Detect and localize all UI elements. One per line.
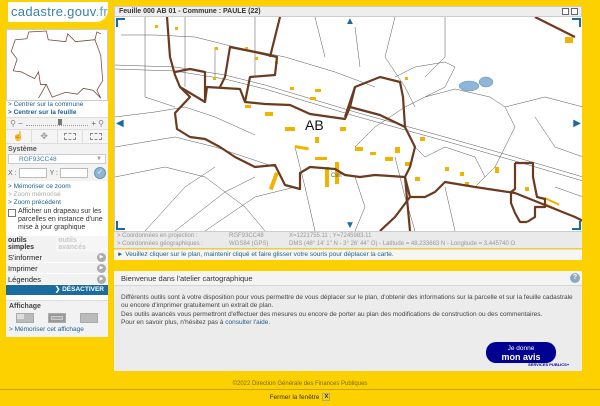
zoom-slider[interactable] [6, 117, 108, 129]
affichage-title: Affichage [9, 303, 41, 310]
jdma-line2: mon avis [501, 352, 541, 362]
help-icon[interactable]: ? [570, 273, 580, 283]
y-input[interactable] [60, 168, 88, 178]
proj-label: > Coordonnées en projection : [117, 233, 198, 239]
proj-system: RGF93CC48 [229, 233, 264, 239]
arrow-right-icon: ▶ [97, 275, 106, 284]
x-label: X : [8, 169, 17, 177]
geo-label: > Coordonnées géographiques : [117, 241, 203, 247]
map-corner-tl [116, 18, 125, 27]
welcome-panel [114, 271, 582, 371]
layout-medium-map-icon[interactable] [48, 313, 66, 323]
map-corner-br [572, 221, 581, 230]
zoom-track[interactable] [26, 121, 89, 126]
svg-text:Cim: Cim [331, 173, 342, 179]
logo-text: cadastre.gouv [11, 4, 96, 19]
welcome-line4: Pour en savoir plus, n'hésitez pas à [121, 318, 226, 326]
menu-label: Légendes [8, 274, 41, 284]
map-title: Feuille 000 AB 01 - Commune : PAULE (22) [119, 8, 261, 15]
menu-imprimer[interactable] [6, 263, 108, 274]
restore-window-icon[interactable] [562, 8, 569, 15]
cadastre-logo[interactable] [8, 2, 108, 22]
map-title-bar [114, 6, 582, 17]
pan-right-arrow-icon[interactable]: ▶ [573, 118, 581, 129]
map-tools [6, 129, 108, 144]
copyright: ©2022 Direction Générale des Finances Publiques [232, 381, 368, 387]
zoom-out-icon[interactable]: ⚲ [10, 118, 16, 128]
map-corner-tr [572, 18, 581, 27]
center-crosshair-icon[interactable]: ✥ [32, 130, 58, 143]
map-corner-bl [116, 221, 125, 230]
zoom-plus[interactable]: + [91, 119, 96, 128]
coordinates-panel [114, 231, 582, 248]
geo-system: WGS84 (GPS) [229, 241, 269, 247]
pan-left-arrow-icon[interactable]: ◀ [116, 118, 124, 129]
layout-full-map-icon[interactable] [80, 313, 98, 323]
drapeau-label: Afficher un drapeau sur les parcelles en instance d'une mise à jour graphique [18, 208, 103, 231]
map-drawing [115, 17, 582, 231]
services-publics-logo: SERVICES PUBLICS+ [528, 362, 570, 367]
close-window-label[interactable]: Fermer la fenêtre [269, 394, 320, 401]
pan-hint: ► Veuillez cliquer sur le plan, maintenir cliqué et faire glisser votre souris pour déplacer la carte. [114, 249, 582, 260]
pan-up-arrow-icon[interactable]: ▲ [345, 17, 355, 27]
layout-small-map-icon[interactable] [16, 313, 34, 323]
zoom-memorise-link[interactable]: > Zoom mémorisé [8, 191, 61, 198]
welcome-line2: ou encore d'imprimer gratuitement un extrait de plan. [121, 302, 274, 310]
memoriser-zoom-link[interactable]: > Mémoriser ce zoom [8, 183, 71, 190]
center-feuille-link[interactable]: > Centrer sur la feuille [8, 109, 77, 116]
tool-tabs [6, 236, 108, 252]
jdma-line1: Je donne [507, 345, 535, 352]
zoom-minus[interactable]: − [18, 119, 23, 128]
pan-down-arrow-icon[interactable]: ▼ [345, 220, 355, 231]
sidebar [6, 29, 108, 337]
proj-value: X=1221755.11 ; Y=7245983.11 [289, 233, 372, 239]
section-label: AB [305, 117, 324, 133]
je-donne-mon-avis-button[interactable] [486, 342, 556, 363]
close-window[interactable] [0, 392, 600, 403]
geo-value: DMS (48° 14' 1'' N - 3° 26' 44'' O) - Latitude = 48.233663 N - Longitude = 3.445740 O [289, 241, 516, 247]
systeme-label: Système [6, 144, 108, 153]
drapeau-checkbox[interactable] [8, 209, 16, 217]
center-commune-link[interactable]: > Centrer sur la commune [8, 101, 84, 108]
zoom-thumb[interactable] [58, 119, 62, 125]
welcome-line3: Des outils avancés vous permettront d'effectuer des mesures ou encore de porter au plan des modifications de construction ou des commentaires. [121, 310, 543, 318]
go-check-icon[interactable]: ✓ [94, 167, 106, 179]
systeme-select[interactable] [8, 154, 106, 164]
welcome-title: Bienvenue dans l'atelier cartographique [114, 271, 582, 286]
zoom-box-icon[interactable] [58, 130, 84, 143]
affichage-panel [6, 300, 108, 337]
memoriser-affichage-link[interactable]: > Mémoriser cet affichage [9, 326, 84, 333]
x-input[interactable] [19, 168, 47, 178]
y-label: Y : [49, 169, 58, 177]
cadastral-map[interactable] [114, 17, 582, 231]
menu-label: S'informer [8, 252, 42, 262]
menu-legendes[interactable] [6, 274, 108, 285]
help-link[interactable]: consulter l'aide [225, 318, 269, 326]
logo-suffix: .fr [95, 4, 109, 19]
tab-outils-simples[interactable]: outils simples [6, 236, 56, 252]
systeme-value: RGF93CC48 [19, 156, 57, 163]
pan-hand-icon[interactable]: ☝ [6, 130, 32, 143]
zoom-extent-icon[interactable] [83, 130, 108, 143]
footer-divider [0, 389, 600, 390]
menu-label: Imprimer [8, 263, 38, 273]
welcome-line1: Différents outils sont à votre disposition pour vous permettre de vous déplacer sur le plan, d'obtenir des informations sur la parcelle et sur la feuille cadastrale [121, 294, 573, 301]
zoom-precedent-link[interactable]: > Zoom précédent [8, 199, 61, 206]
maximize-window-icon[interactable] [571, 8, 578, 15]
arrow-right-icon: ▶ [97, 264, 106, 273]
desactiver-button[interactable]: ❯ DÉSACTIVER [6, 285, 108, 295]
tab-outils-avances[interactable]: outils avancés [56, 236, 108, 252]
chevron-down-icon: ▼ [96, 156, 102, 162]
close-icon[interactable]: x [322, 393, 330, 401]
welcome-line4-end: . [268, 318, 271, 326]
menu-sinformer[interactable] [6, 252, 108, 263]
commune-overview-map[interactable] [6, 29, 108, 101]
commune-outline [7, 30, 107, 100]
zoom-in-icon[interactable]: ⚲ [98, 118, 104, 128]
arrow-right-icon: ▶ [97, 253, 106, 262]
